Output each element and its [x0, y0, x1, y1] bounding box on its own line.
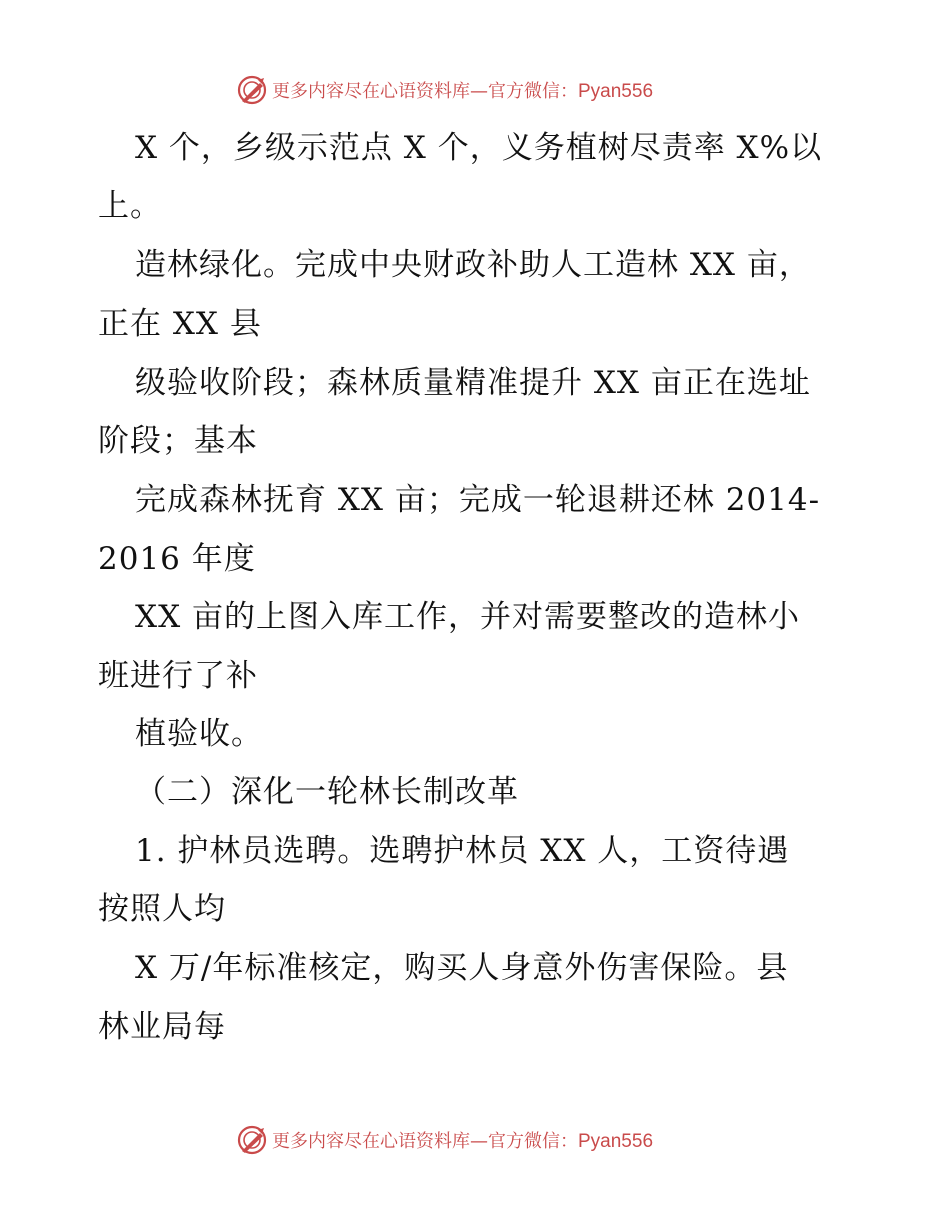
- body-line: 班进行了补: [98, 658, 258, 694]
- body-line: X 万/年标准核定，购买人身意外伤害保险。县: [135, 950, 789, 986]
- body-line: 级验收阶段；森林质量精准提升 XX 亩正在选址: [135, 365, 811, 401]
- body-line: 林业局每: [98, 1009, 226, 1045]
- body-line: 1. 护林员选聘。选聘护林员 XX 人，工资待遇: [135, 833, 790, 869]
- body-line: 2016 年度: [98, 541, 256, 577]
- body-line: XX 亩的上图入库工作，并对需要整改的造林小: [135, 599, 800, 635]
- body-line: 造林绿化。完成中央财政补助人工造林 XX 亩，: [135, 247, 811, 283]
- watermark-wechat-id: Pyan556: [578, 1131, 654, 1152]
- watermark-label: 更多内容尽在心语资料库—官方微信：: [272, 81, 578, 102]
- body-line: 阶段；基本: [98, 423, 258, 459]
- watermark-logo-icon: [236, 74, 268, 106]
- body-line: 按照人均: [98, 891, 226, 927]
- watermark-text: [272, 77, 653, 103]
- watermark-logo-icon: [236, 1124, 268, 1156]
- body-line: 完成森林抚育 XX 亩；完成一轮退耕还林 2014-: [135, 482, 821, 518]
- body-line: 正在 XX 县: [98, 306, 262, 342]
- watermark-label: 更多内容尽在心语资料库—官方微信：: [272, 1131, 578, 1152]
- body-line: 植验收。: [135, 716, 263, 752]
- header-watermark: [236, 73, 653, 107]
- body-line: 上。: [98, 188, 162, 224]
- footer-watermark: [236, 1123, 653, 1157]
- body-line: X 个，乡级示范点 X 个，义务植树尽责率 X%以: [135, 130, 823, 166]
- section-heading: （二）深化一轮林长制改革: [135, 774, 519, 810]
- watermark-text: [272, 1127, 653, 1153]
- watermark-wechat-id: Pyan556: [578, 81, 654, 102]
